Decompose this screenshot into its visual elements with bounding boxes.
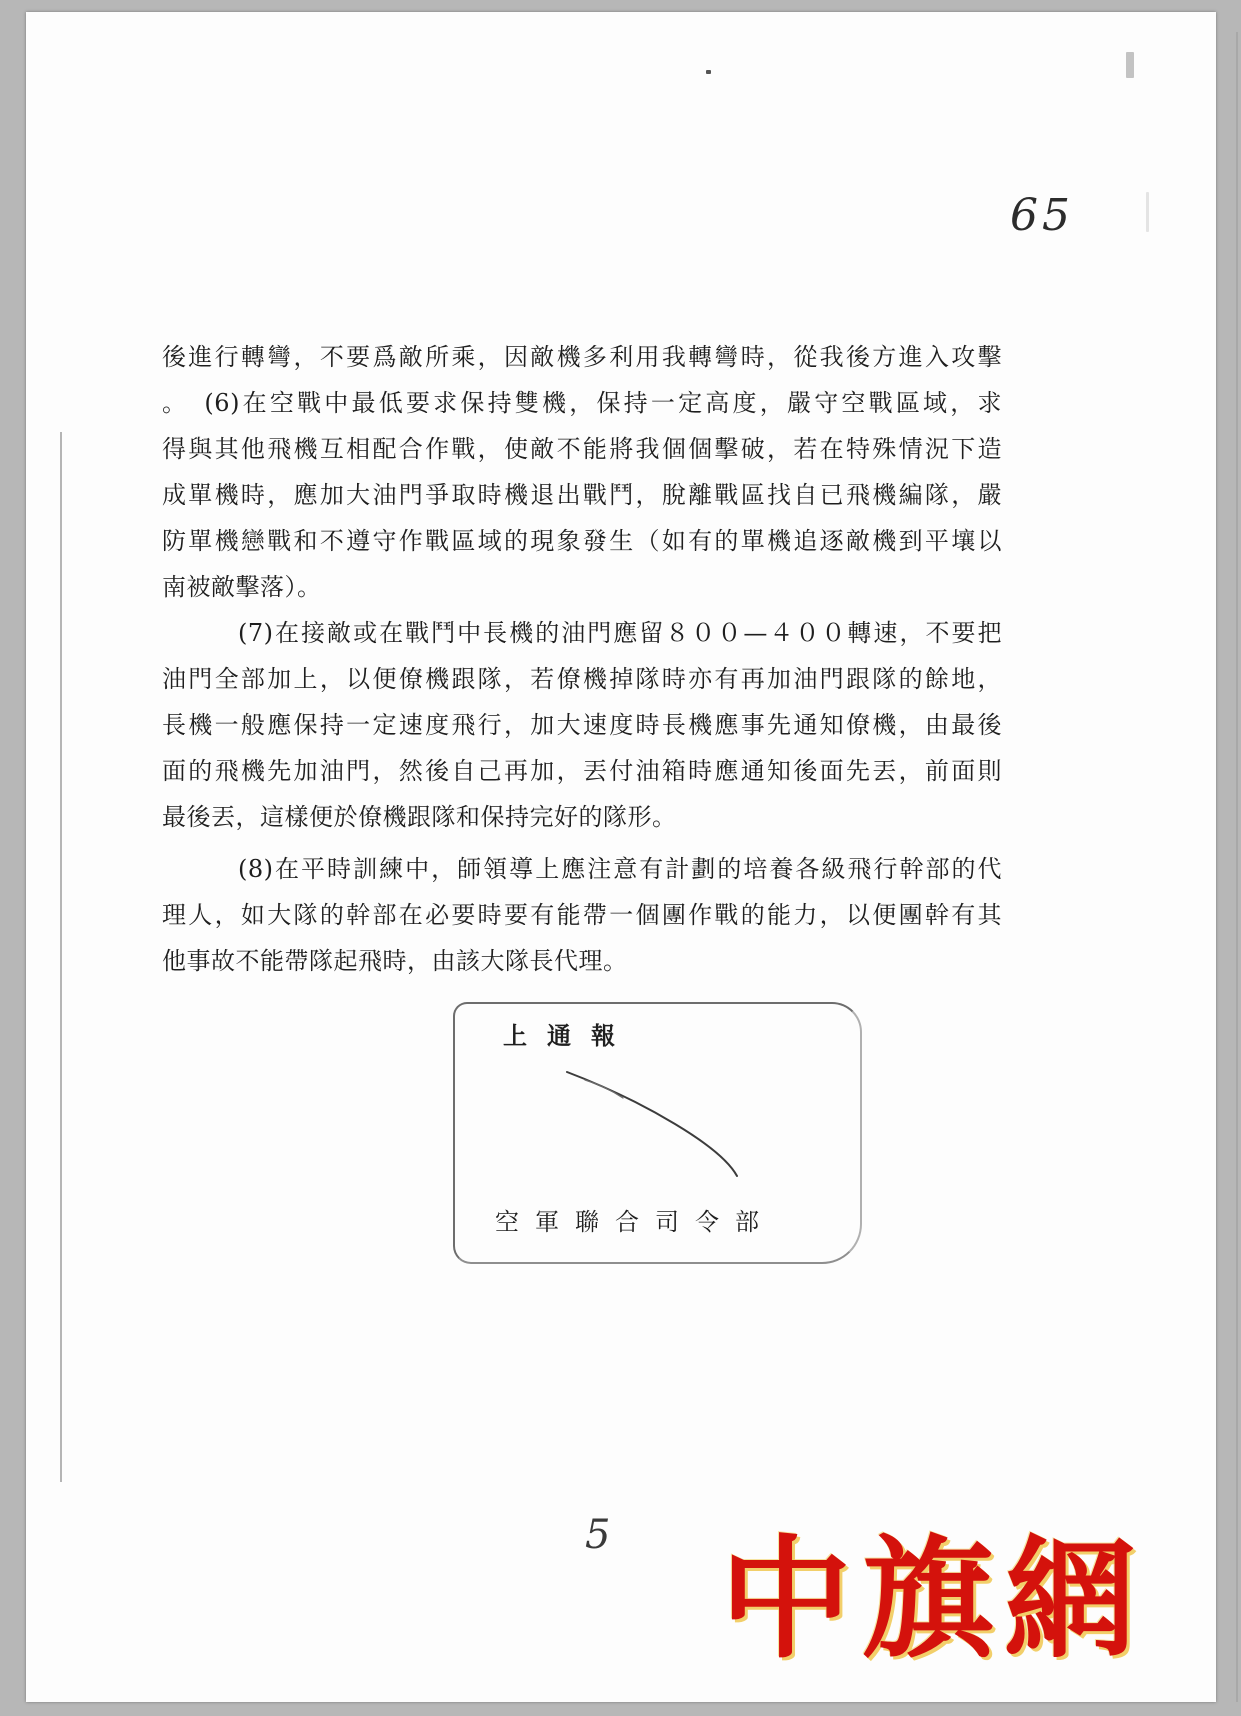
scan-edge-left (60, 432, 62, 1482)
scan-edge-right (1236, 32, 1238, 1702)
text-line: 得與其他飛機互相配合作戰，使敵不能將我個個擊破，若在特殊情況下造 (162, 435, 1002, 463)
text-line: 他事故不能帶隊起飛時，由該大隊長代理。 (162, 947, 628, 975)
text-line: 理人，如大隊的幹部在必要時要有能帶一個團作戰的能力，以便團幹有其 (162, 901, 1002, 929)
scan-speck (1126, 52, 1134, 78)
stamp-organization: 空軍聯合司令部 (495, 1208, 775, 1236)
stamp-heading: 上通報 (503, 1022, 635, 1050)
text-line: 長機一般應保持一定速度飛行，加大速度時長機應事先通知僚機，由最後 (162, 711, 1002, 739)
text-line: 南被敵擊落）。 (162, 573, 322, 601)
signature-stroke-icon (565, 1064, 745, 1184)
text-line: (7)在接敵或在戰鬥中長機的油門應留８００—４００轉速，不要把 (238, 619, 1002, 647)
text-line: (8)在平時訓練中，師領導上應注意有計劃的培養各級飛行幹部的代 (238, 855, 1002, 883)
text-line: 成單機時，應加大油門爭取時機退出戰鬥，脫離戰區找自已飛機編隊，嚴 (162, 481, 1002, 509)
text-line: 。 (6)在空戰中最低要求保持雙機，保持一定高度，嚴守空戰區域，求 (162, 389, 1002, 417)
site-watermark-logo: 中旗網 (720, 1522, 1146, 1677)
text-line: 油門全部加上，以便僚機跟隊，若僚機掉隊時亦有再加油門跟隊的餘地， (162, 665, 1002, 693)
text-line: 後進行轉彎，不要爲敵所乘，因敵機多利用我轉彎時，從我後方進入攻擊 (162, 343, 1002, 371)
text-line: 防單機戀戰和不遵守作戰區域的現象發生（如有的單機追逐敵機到平壤以 (162, 527, 1002, 555)
scan-speck (1146, 192, 1149, 232)
text-line: 面的飛機先加油門，然後自己再加，丟付油箱時應通知後面先丟，前面則 (162, 757, 1002, 785)
page-number: 65 (1010, 190, 1074, 241)
text-line: 最後丟，這樣便於僚機跟隊和保持完好的隊形。 (162, 803, 677, 831)
scan-speck (706, 70, 711, 74)
approval-stamp (453, 1002, 862, 1264)
handwritten-mark: 5 (585, 1512, 611, 1558)
